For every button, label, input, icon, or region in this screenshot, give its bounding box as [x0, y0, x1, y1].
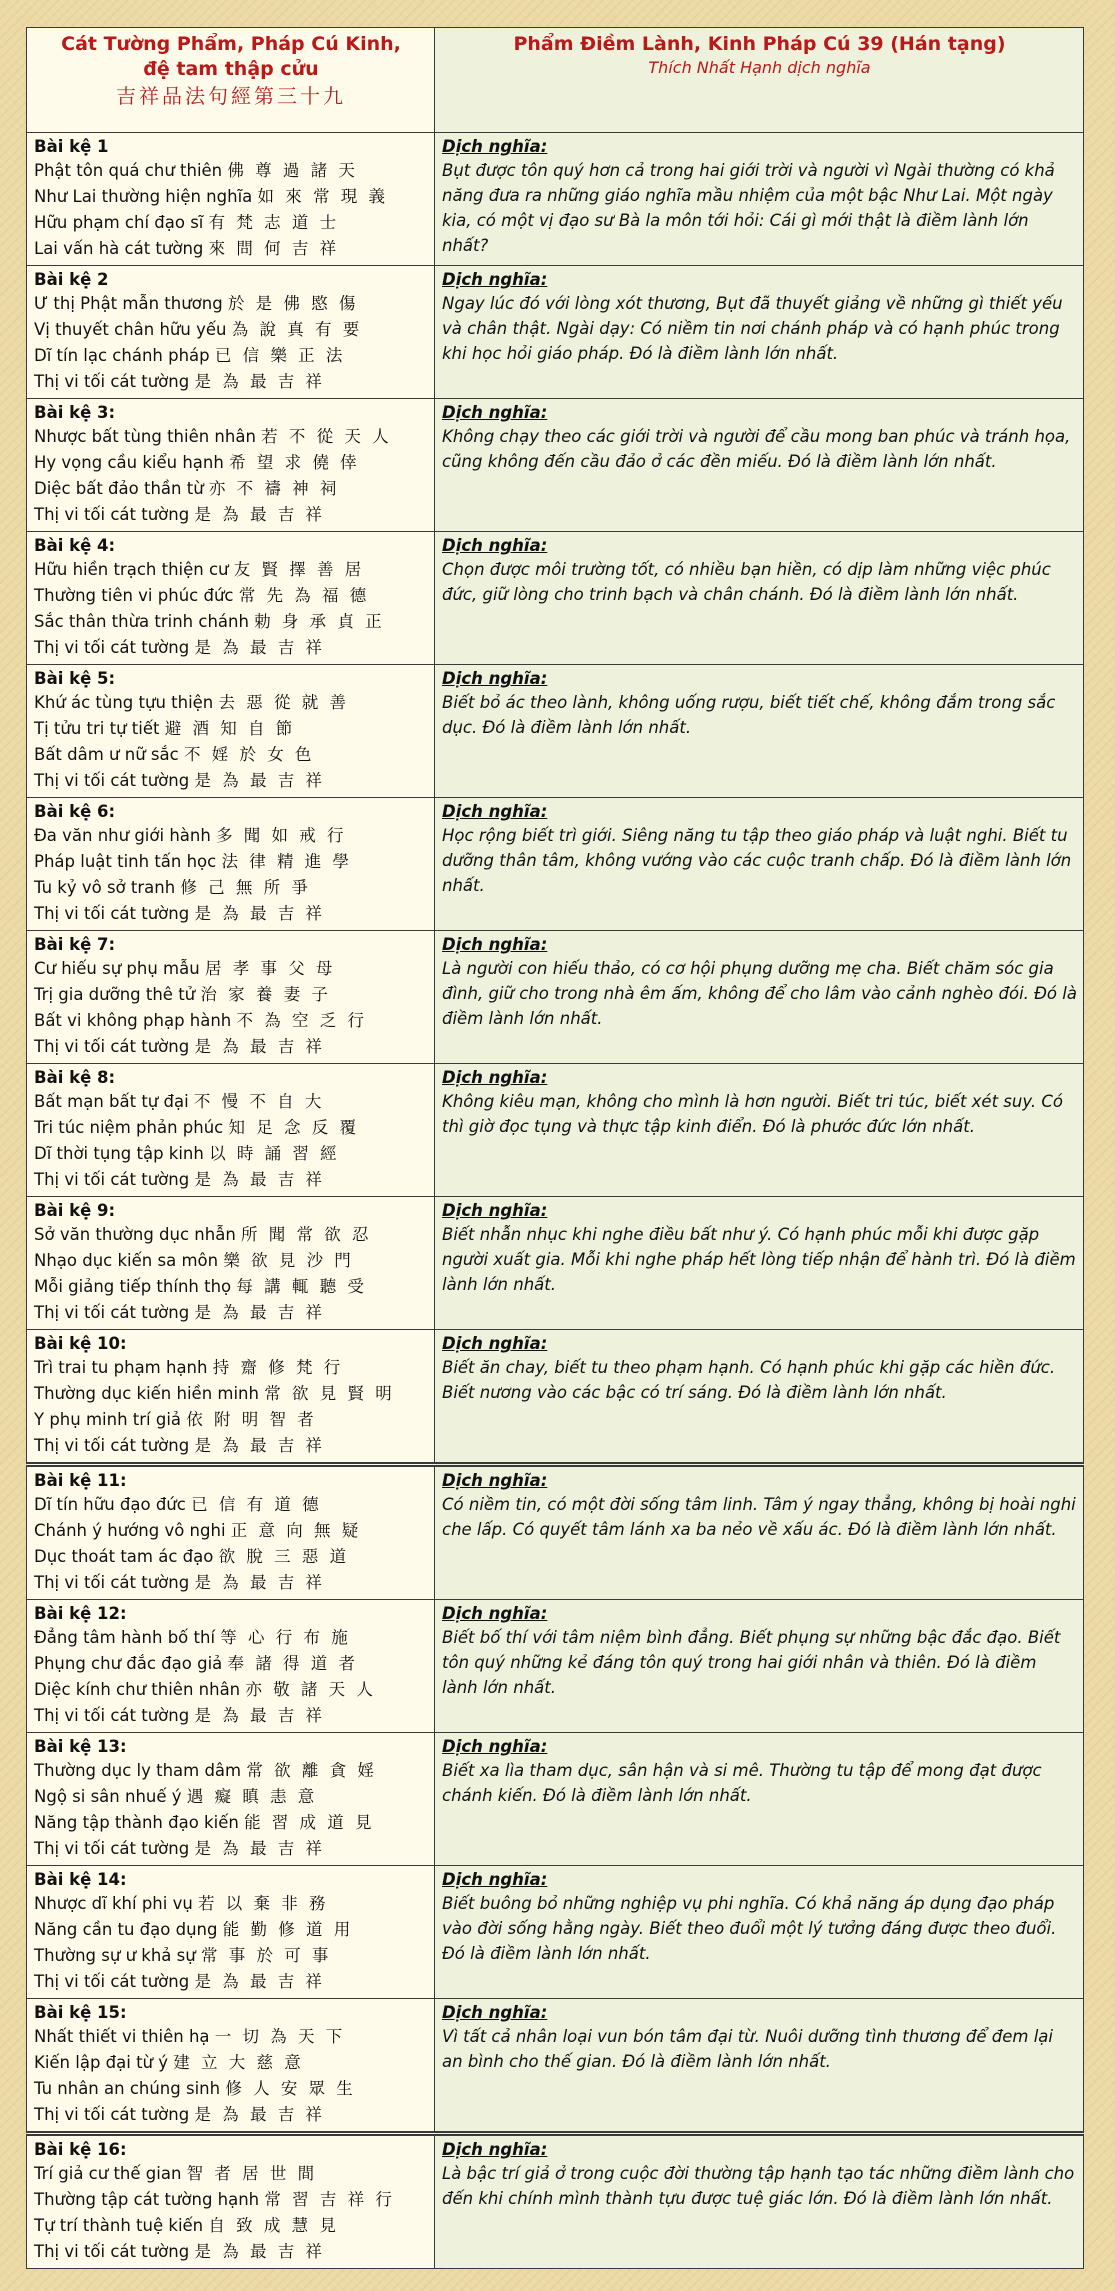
translation-text: Bụt được tôn quý hơn cả trong hai giới trời và người vì Ngài thường có khả năng đưa ra những giáo nghĩa mầu nhiệm của một bậc Như Lai. Một ngày kia, có một vị đạo sư Bà la môn tới hỏi: Cái gì mới thật là điềm lành lớn nhất? [442, 161, 1055, 255]
verse-line-han: 能 習 成 道 見 [244, 1813, 375, 1832]
translation-text: Có niềm tin, có một đời sống tâm linh. Tâm ý ngay thẳng, không bị hoài nghi che lấp. Có quyết tâm lánh xa ba nẻo về xấu ác. Đó là điềm lành lớn nhất. [442, 1495, 1076, 1539]
verse-line-han: 居 孝 事 父 母 [204, 959, 336, 978]
verse-line [34, 1891, 428, 1917]
verse-line [34, 1008, 428, 1034]
verse-line-viet: Thị vi tối cát tường [34, 2105, 190, 2124]
verse-line-viet: Phụng chư đắc đạo giả [34, 1654, 223, 1673]
verse-translation-cell [435, 1600, 1084, 1733]
verse-line-han: 有 梵 志 道 士 [208, 213, 340, 232]
verse-han-cell [27, 1866, 435, 1999]
translation-text: Là bậc trí giả ở trong cuộc đời thường tập hạnh tạo tác những điềm lành cho đến khi chính mình thành tựu được tuệ giác lớn. Đó là điềm lành lớn nhất. [442, 2164, 1075, 2208]
verse-line-han: 已 信 樂 正 法 [214, 346, 346, 365]
verse-translation-cell [435, 931, 1084, 1064]
verse-line-viet: Ngộ si sân nhuế ý [34, 1787, 182, 1806]
header-left-title-2: đệ tam thập cửu [143, 58, 319, 80]
verse-line [34, 768, 428, 794]
verse-line [34, 450, 428, 476]
verse-row [27, 931, 1084, 1064]
verse-line [34, 609, 428, 635]
verse-line [34, 1570, 428, 1596]
verse-line [34, 1407, 428, 1433]
verse-line-viet: Tự trí thành tuệ kiến [34, 2216, 204, 2235]
translation-text: Là người con hiếu thảo, có cơ hội phụng dưỡng mẹ cha. Biết chăm sóc gia đình, giữ cho trong nhà êm ấm, không để cho lâm vào cảnh nghèo đói. Đó là điềm lành lớn nhất. [442, 959, 1077, 1028]
verse-row [27, 1999, 1084, 2134]
verse-han-cell [27, 133, 435, 266]
verse-title: Bài kệ 11: [34, 1471, 127, 1490]
verse-translation-cell [435, 1733, 1084, 1866]
verse-line-viet: Thị vi tối cát tường [34, 1573, 190, 1592]
verse-line [34, 2213, 428, 2239]
verse-line-viet: Nhạo dục kiến sa môn [34, 1251, 219, 1270]
verse-line [34, 1969, 428, 1995]
verse-line-viet: Mỗi giảng tiếp thính thọ [34, 1277, 232, 1296]
verse-line-han: 常 欲 見 賢 明 [264, 1384, 395, 1403]
verse-translation-cell [435, 1999, 1084, 2134]
verse-line [34, 875, 428, 901]
verse-row [27, 1330, 1084, 1465]
verse-title: Bài kệ 14: [34, 1870, 127, 1889]
verse-line-han: 是 為 最 吉 祥 [194, 904, 325, 923]
translation-text: Biết bỏ ác theo lành, không uống rượu, biết tiết chế, không đắm trong sắc dục. Đó là điềm lành lớn nhất. [442, 693, 1056, 737]
verse-line [34, 1784, 428, 1810]
verse-line-viet: Thị vi tối cát tường [34, 638, 190, 657]
verse-line-viet: Trị gia dưỡng thê tử [34, 985, 196, 1004]
verse-translation-cell [435, 798, 1084, 931]
verse-line-viet: Trí giả cư thế gian [34, 2164, 182, 2183]
verse-line-viet: Khứ ác tùng tựu thiện [34, 693, 214, 712]
verse-line-viet: Nhất thiết vi thiên hạ [34, 2027, 210, 2046]
verse-line-han: 常 習 吉 祥 行 [264, 2190, 395, 2209]
verse-translation-cell [435, 1866, 1084, 1999]
verse-line-han: 是 為 最 吉 祥 [194, 1573, 325, 1592]
translation-label: Dịch nghĩa: [442, 935, 548, 954]
verse-line [34, 2102, 428, 2128]
verse-line-han: 不 為 空 乏 行 [236, 1011, 368, 1030]
verse-line [34, 1518, 428, 1544]
verse-line-viet: Năng tập thành đạo kiến [34, 1813, 239, 1832]
verse-han-cell [27, 931, 435, 1064]
translation-text: Vì tất cả nhân loại vun bón tâm đại từ. Nuôi dưỡng tình thương để đem lại an bình cho thế gian. Đó là điềm lành lớn nhất. [442, 2027, 1053, 2071]
verse-title: Bài kệ 13: [34, 1737, 127, 1756]
verse-line-han: 法 律 精 進 學 [221, 852, 352, 871]
verse-line [34, 1544, 428, 1570]
verse-translation-cell [435, 2134, 1084, 2269]
verse-line [34, 158, 428, 184]
header-left-han: 吉祥品法句經第三十九 [116, 84, 346, 108]
verse-line-viet: Dĩ thời tụng tập kinh [34, 1144, 204, 1163]
page-container [26, 27, 1083, 2269]
verse-line-han: 避 酒 知 自 節 [164, 719, 296, 738]
verse-line-viet: Diệc kính chư thiên nhân [34, 1680, 241, 1699]
verse-han-cell [27, 665, 435, 798]
verse-line-viet: Thị vi tối cát tường [34, 1436, 190, 1455]
verse-line-han: 是 為 最 吉 祥 [194, 1170, 325, 1189]
header-right-cell [435, 28, 1084, 133]
verse-line [34, 1300, 428, 1326]
verse-translation-cell [435, 665, 1084, 798]
translation-label: Dịch nghĩa: [442, 802, 548, 821]
verse-translation-cell [435, 532, 1084, 665]
verse-title: Bài kệ 9: [34, 1201, 116, 1220]
verse-translation-cell [435, 399, 1084, 532]
verse-line-han: 是 為 最 吉 祥 [194, 1436, 325, 1455]
verse-line [34, 823, 428, 849]
verse-line-viet: Hữu phạm chí đạo sĩ [34, 213, 204, 232]
translation-text: Biết nhẫn nhục khi nghe điều bất như ý. Có hạnh phúc mỗi khi được gặp người xuất gia. Mỗi khi nghe pháp hết lòng tiếp nhận để hành trì. Đó là điềm lành lớn nhất. [442, 1225, 1076, 1294]
verse-line [34, 849, 428, 875]
verse-row [27, 1600, 1084, 1733]
verse-line-viet: Lai vấn hà cát tường [34, 239, 204, 258]
translation-label: Dịch nghĩa: [442, 1604, 548, 1623]
verse-line [34, 690, 428, 716]
verse-line [34, 557, 428, 583]
verse-line [34, 2239, 428, 2265]
translation-label: Dịch nghĩa: [442, 1737, 548, 1756]
verse-row [27, 1733, 1084, 1866]
verse-line-han: 常 先 為 福 德 [238, 586, 370, 605]
verse-line [34, 2024, 428, 2050]
verse-line-han: 建 立 大 慈 意 [173, 2053, 304, 2072]
verse-line-viet: Tu kỷ vô sở tranh [34, 878, 176, 897]
verse-title: Bài kệ 8: [34, 1068, 116, 1087]
verse-line-han: 智 者 居 世 間 [186, 2164, 318, 2183]
verse-title: Bài kệ 12: [34, 1604, 127, 1623]
verse-title: Bài kệ 16: [34, 2140, 127, 2159]
header-right-subtitle: Thích Nhất Hạnh dịch nghĩa [648, 58, 871, 77]
verse-table [26, 27, 1084, 2269]
verse-line-viet: Sở văn thường dục nhẫn [34, 1225, 236, 1244]
verse-line [34, 1274, 428, 1300]
verse-line-viet: Tị tửu tri tự tiết [34, 719, 160, 738]
translation-label: Dịch nghĩa: [442, 137, 548, 156]
verse-row [27, 1866, 1084, 1999]
verse-line-han: 於 是 佛 愍 傷 [227, 294, 359, 313]
verse-han-cell [27, 1330, 435, 1465]
verse-line-viet: Thường dục kiến hiền minh [34, 1384, 259, 1403]
translation-text: Biết bố thí với tâm niệm bình đẳng. Biết phụng sự những bậc đắc đạo. Biết tôn quý những kẻ đáng tôn quý trong hai giới nhân và thiên. Đó là điềm lành lớn nhất. [442, 1628, 1061, 1697]
verse-line-viet: Thị vi tối cát tường [34, 904, 190, 923]
verse-han-cell [27, 1733, 435, 1866]
verse-line [34, 742, 428, 768]
verse-line-han: 友 賢 擇 善 居 [233, 560, 365, 579]
header-right-title: Phẩm Điềm Lành, Kinh Pháp Cú 39 (Hán tạng) [513, 33, 1006, 55]
verse-line-viet: Thị vi tối cát tường [34, 2242, 190, 2261]
verse-row [27, 798, 1084, 931]
verse-line [34, 343, 428, 369]
verse-line [34, 635, 428, 661]
verse-line-han: 欲 脫 三 惡 道 [218, 1547, 350, 1566]
verse-line-viet: Thị vi tối cát tường [34, 771, 190, 790]
verse-line-han: 是 為 最 吉 祥 [194, 771, 325, 790]
verse-line [34, 1115, 428, 1141]
verse-line-han: 來 問 何 吉 祥 [208, 239, 340, 258]
translation-label: Dịch nghĩa: [442, 2140, 548, 2159]
verse-line [34, 1141, 428, 1167]
verse-line-han: 不 婬 於 女 色 [183, 745, 315, 764]
verse-line-viet: Bất vi không phạp hành [34, 1011, 232, 1030]
header-left-cell [27, 28, 435, 133]
verse-line-viet: Vị thuyết chân hữu yếu [34, 320, 227, 339]
verse-line-viet: Bất dâm ư nữ sắc [34, 745, 179, 764]
verse-line-viet: Hữu hiền trạch thiện cư [34, 560, 229, 579]
verse-line [34, 1677, 428, 1703]
verse-line-han: 希 望 求 僥 倖 [229, 453, 360, 472]
translation-text: Biết ăn chay, biết tu theo phạm hạnh. Có hạnh phúc khi gặp các hiền đức. Biết nương vào các bậc có trí sáng. Đó là điềm lành lớn nhất. [442, 1358, 1056, 1402]
verse-line-han: 常 事 於 可 事 [200, 1946, 332, 1965]
verse-line [34, 1651, 428, 1677]
verse-row [27, 133, 1084, 266]
verse-line-viet: Tu nhân an chúng sinh [34, 2079, 221, 2098]
translation-text: Không kiêu mạn, không cho mình là hơn người. Biết tri túc, biết xét suy. Có thì giờ đọc tụng và thực tập kinh điển. Đó là phước đức lớn nhất. [442, 1092, 1063, 1136]
verse-line [34, 1433, 428, 1459]
verse-line-viet: Thị vi tối cát tường [34, 372, 190, 391]
verse-line [34, 982, 428, 1008]
verse-title: Bài kệ 4: [34, 536, 116, 555]
verse-line-viet: Cư hiếu sự phụ mẫu [34, 959, 200, 978]
verse-line-viet: Hy vọng cầu kiểu hạnh [34, 453, 224, 472]
verse-line [34, 956, 428, 982]
verse-line-han: 知 足 念 反 覆 [228, 1118, 359, 1137]
verse-line-viet: Thường tập cát tường hạnh [34, 2190, 260, 2209]
verse-line-han: 是 為 最 吉 祥 [194, 1839, 325, 1858]
verse-title: Bài kệ 1 [34, 137, 109, 156]
verse-line [34, 2187, 428, 2213]
verse-line [34, 184, 428, 210]
verse-row [27, 1197, 1084, 1330]
verse-line [34, 424, 428, 450]
verse-line-han: 常 欲 離 貪 婬 [246, 1761, 377, 1780]
verse-line-viet: Thị vi tối cát tường [34, 1037, 190, 1056]
verse-line-han: 是 為 最 吉 祥 [194, 1037, 325, 1056]
verse-han-cell [27, 532, 435, 665]
verse-line [34, 1625, 428, 1651]
verse-line-viet: Thị vi tối cát tường [34, 1170, 190, 1189]
verse-line-viet: Dĩ tín lạc chánh pháp [34, 346, 210, 365]
translation-label: Dịch nghĩa: [442, 536, 548, 555]
verse-line-han: 是 為 最 吉 祥 [194, 372, 325, 391]
verse-translation-cell [435, 266, 1084, 399]
verse-line [34, 2161, 428, 2187]
verse-line-viet: Thường tiên vi phúc đức [34, 586, 234, 605]
verse-line-han: 是 為 最 吉 祥 [194, 638, 325, 657]
verse-line-viet: Thị vi tối cát tường [34, 505, 190, 524]
verse-title: Bài kệ 10: [34, 1334, 127, 1353]
verse-row [27, 532, 1084, 665]
translation-label: Dịch nghĩa: [442, 1870, 548, 1889]
verse-title: Bài kệ 2 [34, 270, 109, 289]
verse-line [34, 1943, 428, 1969]
verse-line [34, 1492, 428, 1518]
verse-title: Bài kệ 15: [34, 2003, 127, 2022]
verse-line [34, 476, 428, 502]
verse-line-viet: Dục thoát tam ác đạo [34, 1547, 214, 1566]
verse-han-cell [27, 1064, 435, 1197]
verse-line-han: 已 信 有 道 德 [191, 1495, 322, 1514]
verse-line-han: 遇 癡 瞋 恚 意 [186, 1787, 318, 1806]
translation-label: Dịch nghĩa: [442, 270, 548, 289]
verse-line [34, 1089, 428, 1115]
verse-line [34, 1810, 428, 1836]
verse-row [27, 266, 1084, 399]
verse-line-han: 多 聞 如 戒 行 [216, 826, 347, 845]
verse-line-han: 正 意 向 無 疑 [230, 1521, 362, 1540]
verse-line-viet: Thị vi tối cát tường [34, 1972, 190, 1991]
verse-line-viet: Thị vi tối cát tường [34, 1303, 190, 1322]
verse-line-viet: Thị vi tối cát tường [34, 1839, 190, 1858]
verse-line-han: 去 惡 從 就 善 [218, 693, 349, 712]
translation-text: Học rộng biết trì giới. Siêng năng tu tập theo giáo pháp và luật nghi. Biết tu dưỡng thân tâm, không vướng vào các cuộc tranh chấp. Đó là điềm lành lớn nhất. [442, 826, 1072, 895]
verse-row [27, 665, 1084, 798]
translation-text: Biết xa lìa tham dục, sân hận và si mê. Thường tu tập để mong đạt được chánh kiến. Đó là điềm lành lớn nhất. [442, 1761, 1042, 1805]
verse-line-han: 等 心 行 布 施 [220, 1628, 351, 1647]
verse-line-han: 治 家 養 妻 子 [200, 985, 331, 1004]
verse-translation-cell [435, 1064, 1084, 1197]
verse-line-viet: Năng cần tu đạo dụng [34, 1920, 218, 1939]
verse-line-han: 奉 諸 得 道 者 [227, 1654, 359, 1673]
verse-row [27, 1064, 1084, 1197]
verse-line-viet: Kiến lập đại từ ý [34, 2053, 169, 2072]
verse-translation-cell [435, 133, 1084, 266]
verse-line-han: 以 時 誦 習 經 [209, 1144, 340, 1163]
verse-line-viet: Nhược dĩ khí phi vụ [34, 1894, 193, 1913]
verse-line [34, 1381, 428, 1407]
verse-line [34, 1703, 428, 1729]
verse-line-viet: Như Lai thường hiện nghĩa [34, 187, 253, 206]
verse-row [27, 1465, 1084, 1600]
verse-line-han: 是 為 最 吉 祥 [194, 2105, 325, 2124]
verse-line [34, 901, 428, 927]
verse-translation-cell [435, 1330, 1084, 1465]
verse-han-cell [27, 266, 435, 399]
translation-label: Dịch nghĩa: [442, 403, 548, 422]
verse-line-viet: Trì trai tu phạm hạnh [34, 1358, 208, 1377]
verse-translation-cell [435, 1465, 1084, 1600]
verse-line-viet: Đẳng tâm hành bố thí [34, 1628, 216, 1647]
verse-line-han: 亦 不 禱 神 祠 [208, 479, 340, 498]
verse-line-han: 依 附 明 智 者 [186, 1410, 317, 1429]
verse-line-viet: Thị vi tối cát tường [34, 1706, 190, 1725]
verse-line-han: 如 來 常 現 義 [257, 187, 389, 206]
verse-line-han: 持 齋 修 梵 行 [212, 1358, 344, 1377]
verse-line-han: 是 為 最 吉 祥 [194, 1972, 325, 1991]
verse-han-cell [27, 2134, 435, 2269]
verse-line [34, 2076, 428, 2102]
header-left-title-1: Cát Tường Phẩm, Pháp Cú Kinh, [61, 33, 401, 55]
verse-line-han: 是 為 最 吉 祥 [194, 1303, 325, 1322]
verse-line-viet: Y phụ minh trí giả [34, 1410, 182, 1429]
verse-line [34, 291, 428, 317]
verse-han-cell [27, 1465, 435, 1600]
verse-line [34, 1355, 428, 1381]
verse-line [34, 1917, 428, 1943]
verse-line [34, 502, 428, 528]
verse-line [34, 1758, 428, 1784]
verse-line [34, 236, 428, 262]
verse-line [34, 1167, 428, 1193]
verse-title: Bài kệ 6: [34, 802, 116, 821]
translation-text: Biết buông bỏ những nghiệp vụ phi nghĩa. Có khả năng áp dụng đạo pháp vào đời sống hằng ngày. Biết theo đuổi một lý tưởng đáng được theo đuổi. Đó là điềm lành lớn nhất. [442, 1894, 1057, 1963]
verse-han-cell [27, 1999, 435, 2134]
verse-line-viet: Bất mạn bất tự đại [34, 1092, 189, 1111]
verse-line-han: 修 人 安 眾 生 [225, 2079, 356, 2098]
verse-line-viet: Tri túc niệm phản phúc [34, 1118, 224, 1137]
verse-han-cell [27, 399, 435, 532]
translation-text: Ngay lúc đó với lòng xót thương, Bụt đã thuyết giảng về những gì thiết yếu và chân thật. Ngài dạy: Có niềm tin nơi chánh pháp và có hạnh phúc trong khi học hỏi giáo pháp. Đó là điềm lành lớn nhất. [442, 294, 1063, 363]
verse-han-cell [27, 1197, 435, 1330]
verse-line [34, 2050, 428, 2076]
verse-line-han: 樂 欲 見 沙 門 [223, 1251, 354, 1270]
translation-label: Dịch nghĩa: [442, 2003, 548, 2022]
translation-label: Dịch nghĩa: [442, 1068, 548, 1087]
verse-line-han: 若 不 從 天 人 [261, 427, 392, 446]
verse-title: Bài kệ 3: [34, 403, 116, 422]
verse-line-viet: Dĩ tín hữu đạo đức [34, 1495, 186, 1514]
verse-line [34, 369, 428, 395]
verse-title: Bài kệ 7: [34, 935, 116, 954]
verse-line-viet: Ư thị Phật mẫn thương [34, 294, 223, 313]
verse-line [34, 1248, 428, 1274]
verse-line-han: 一 切 為 天 下 [214, 2027, 346, 2046]
translation-label: Dịch nghĩa: [442, 669, 548, 688]
translation-label: Dịch nghĩa: [442, 1334, 548, 1353]
verse-line-han: 自 致 成 慧 見 [208, 2216, 339, 2235]
verse-line-han: 是 為 最 吉 祥 [194, 2242, 325, 2261]
verse-line-viet: Chánh ý hướng vô nghi [34, 1521, 226, 1540]
verse-line [34, 317, 428, 343]
verse-line [34, 583, 428, 609]
header-row [27, 28, 1084, 133]
verse-line [34, 210, 428, 236]
verse-line-han: 不 慢 不 自 大 [193, 1092, 325, 1111]
verse-line-viet: Diệc bất đảo thần từ [34, 479, 204, 498]
verse-line-viet: Nhược bất tùng thiên nhân [34, 427, 256, 446]
verse-row [27, 2134, 1084, 2269]
verse-line-viet: Thường sự ư khả sự [34, 1946, 196, 1965]
verse-han-cell [27, 798, 435, 931]
verse-line-han: 若 以 棄 非 務 [198, 1894, 329, 1913]
verse-line-han: 為 說 真 有 要 [231, 320, 363, 339]
verse-line-viet: Sắc thân thừa trinh chánh [34, 612, 249, 631]
translation-text: Không chạy theo các giới trời và người để cầu mong ban phúc và tránh họa, cũng không đến cầu đảo ở các đền miếu. Đó là điềm lành lớn nhất. [442, 427, 1071, 471]
verse-han-cell [27, 1600, 435, 1733]
verse-line-han: 是 為 最 吉 祥 [194, 505, 325, 524]
verse-translation-cell [435, 1197, 1084, 1330]
verse-line [34, 716, 428, 742]
translation-label: Dịch nghĩa: [442, 1201, 548, 1220]
verse-line-han: 亦 敬 諸 天 人 [245, 1680, 376, 1699]
verse-title: Bài kệ 5: [34, 669, 116, 688]
verse-line-viet: Pháp luật tinh tấn học [34, 852, 217, 871]
verse-line-han: 修 己 無 所 爭 [180, 878, 311, 897]
verse-line-viet: Phật tôn quá chư thiên [34, 161, 223, 180]
verse-line-viet: Thường dục ly tham dâm [34, 1761, 242, 1780]
verse-line-han: 能 勤 修 道 用 [222, 1920, 354, 1939]
verse-line [34, 1034, 428, 1060]
verse-line-han: 勅 身 承 貞 正 [254, 612, 385, 631]
verse-line [34, 1836, 428, 1862]
translation-text: Chọn được môi trường tốt, có nhiều bạn hiền, có dịp làm những việc phúc đức, giữ lòng cho trinh bạch và chân chánh. Đó là điềm lành lớn nhất. [442, 560, 1051, 604]
verse-line [34, 1222, 428, 1248]
translation-label: Dịch nghĩa: [442, 1471, 548, 1490]
verse-line-han: 佛 尊 過 諸 天 [227, 161, 358, 180]
verse-line-han: 所 聞 常 欲 忍 [241, 1225, 372, 1244]
verse-row [27, 399, 1084, 532]
verse-line-han: 是 為 最 吉 祥 [194, 1706, 325, 1725]
verse-line-viet: Đa văn như giới hành [34, 826, 211, 845]
verse-line-han: 每 講 輒 聽 受 [236, 1277, 367, 1296]
